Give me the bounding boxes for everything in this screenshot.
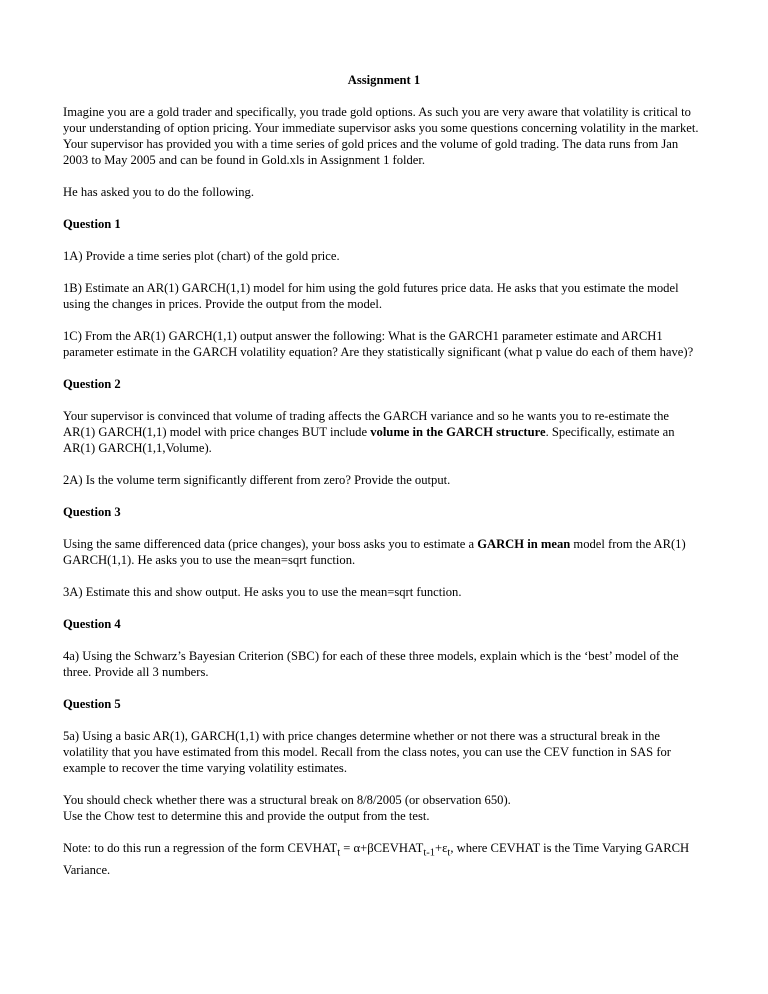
note-text-a: Note: to do this run a regression of the form CEVHAT <box>63 841 338 855</box>
document-body <box>63 104 703 878</box>
question-2a: 2A) Is the volume term significantly different from zero? Provide the output. <box>63 473 451 487</box>
question-5a: 5a) Using a basic AR(1), GARCH(1,1) with price changes determine whether or not there was a structural break in the volatility that you have estimated from this model. Recall from the class notes, you can use the CEV function in SAS for example to recover the time varying volatility estimates. <box>63 729 671 775</box>
question-1c: 1C) From the AR(1) GARCH(1,1) output answer the following: What is the GARCH1 parameter estimate and ARCH1 parameter estimate in the GARCH volatility equation? Are they statistically significant (what p value do each of them have)? <box>63 329 694 359</box>
question-3-heading: Question 3 <box>63 505 121 519</box>
question-3-intro <box>63 536 703 568</box>
question-5-check-2: Use the Chow test to determine this and provide the output from the test. <box>63 809 430 823</box>
question-2-intro-post: . Specifically, estimate an AR(1) GARCH(1,1,Volume). <box>63 425 675 455</box>
question-2-intro-pre: Your supervisor is convinced that volume of trading affects the GARCH variance and so he wants you to re-estimate the AR(1) GARCH(1,1) model with price changes BUT include <box>63 409 669 439</box>
note-text-d: , where CEVHAT is the Time Varying GARCH Variance. <box>63 841 690 877</box>
question-3-intro-pre: Using the same differenced data (price changes), your boss asks you to estimate a <box>63 537 478 551</box>
question-5-check-1: You should check whether there was a structural break on 8/8/2005 (or observation 650). <box>63 793 511 807</box>
question-5-note <box>63 840 703 878</box>
intro-paragraph: Imagine you are a gold trader and specifically, you trade gold options. As such you are very aware that volatility is critical to your understanding of option pricing. Your immediate supervisor asks you some questions concerning volatility in the market. Your supervisor has provided you with a time series of gold prices and the volume of gold trading. The data runs from Jan 2003 to May 2005 and can be found in Gold.xls in Assignment 1 folder. <box>63 105 699 167</box>
question-2-intro-bold: volume in the GARCH structure <box>370 425 546 439</box>
ask-paragraph: He has asked you to do the following. <box>63 185 254 199</box>
note-subscript-t-1: t-1 <box>423 847 435 859</box>
note-text-b: = α+βCEVHAT <box>340 841 424 855</box>
page-title: Assignment 1 <box>347 73 421 87</box>
question-3a: 3A) Estimate this and show output. He asks you to use the mean=sqrt function. <box>63 585 462 599</box>
question-3-intro-post: model from the AR(1) GARCH(1,1). He asks you to use the mean=sqrt function. <box>63 537 686 567</box>
question-1b: 1B) Estimate an AR(1) GARCH(1,1) model for him using the gold futures price data. He asks that you estimate the model using the changes in prices. Provide the output from the model. <box>63 281 679 311</box>
question-2-intro <box>63 408 703 456</box>
question-4-heading: Question 4 <box>63 617 121 631</box>
question-5-heading: Question 5 <box>63 697 121 711</box>
question-2-heading: Question 2 <box>63 377 121 391</box>
question-1-heading: Question 1 <box>63 217 121 231</box>
question-1a: 1A) Provide a time series plot (chart) of the gold price. <box>63 249 340 263</box>
note-subscript-t: t <box>337 847 341 859</box>
note-text-c: +ε <box>435 841 448 855</box>
question-4a: 4a) Using the Schwarz’s Bayesian Criterion (SBC) for each of these three models, explain which is the ‘best’ model of the three. Provide all 3 numbers. <box>63 649 679 679</box>
question-3-intro-bold: GARCH in mean <box>477 537 571 551</box>
note-subscript-t-2: t <box>447 847 451 859</box>
